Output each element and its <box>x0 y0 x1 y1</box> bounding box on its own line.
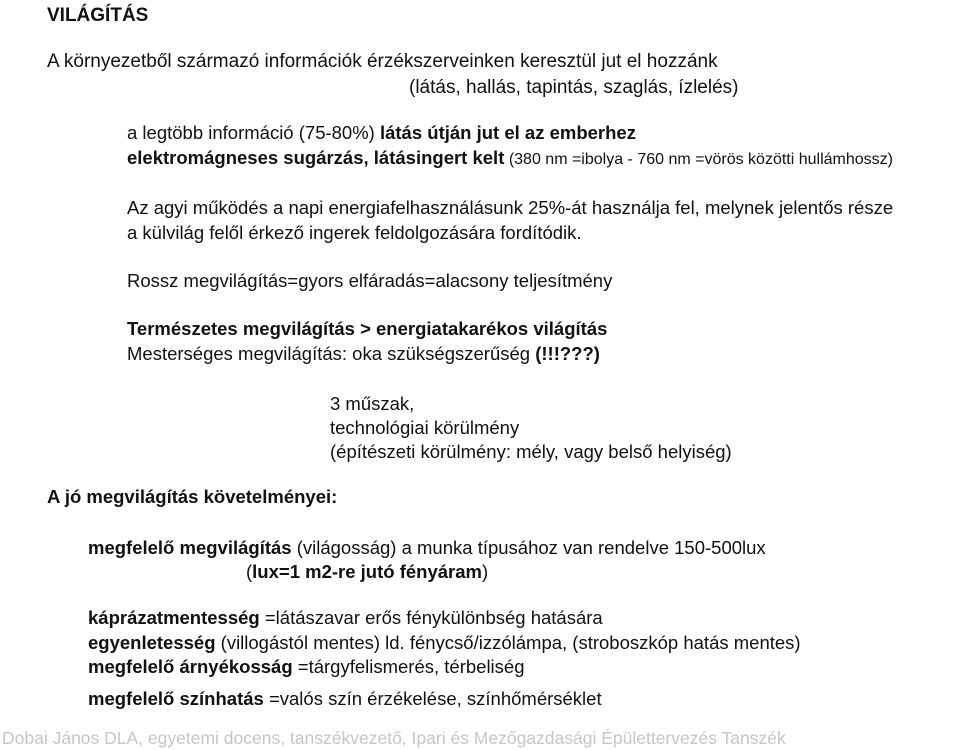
bad-lighting-text: Rossz megvilágítás=gyors elfáradás=alacsony teljesítmény <box>127 270 613 291</box>
requirement-illumination <box>88 539 766 558</box>
requirement-color-text: =valós szín érzékelése, színhőmérséklet <box>263 688 602 709</box>
requirement-evenness <box>88 634 801 653</box>
reason-architecture: (építészeti körülmény: mély, vagy belső helyiség) <box>330 441 732 462</box>
requirement-evenness-bold: egyenletesség <box>88 632 216 653</box>
page-title: VILÁGÍTÁS <box>47 5 149 26</box>
vision-line-1-bold: látás útján jut el az emberhez <box>379 122 636 143</box>
lux-definition-bold: lux=1 m2-re jutó fényáram <box>252 561 482 582</box>
requirement-shading <box>88 658 525 677</box>
requirement-glare <box>88 609 603 628</box>
brain-line-2: a külvilág felől érkező ingerek feldolgozására fordítódik. <box>127 222 582 243</box>
artificial-lighting-marks: (!!!???) <box>535 343 600 364</box>
vision-line-2 <box>127 149 893 168</box>
intro-line-1: A környezetből származó információk érzékszerveinken keresztül jut el hozzánk <box>47 51 718 72</box>
reason-technology: technológiai körülmény <box>330 417 520 438</box>
requirement-shading-text: =tárgyfelismerés, térbeliség <box>292 656 525 677</box>
reason-shifts: 3 műszak, <box>330 393 415 414</box>
requirement-glare-text: =látászavar erős fénykülönbség hatására <box>259 607 603 628</box>
requirement-illumination-text: (világosság) a munka típusához van rendelve 150-500lux <box>291 537 766 558</box>
vision-line-2-wavelength: (380 nm =ibolya - 760 nm =vörös közötti hullámhossz) <box>504 151 893 168</box>
requirement-illumination-bold: megfelelő megvilágítás <box>88 537 292 558</box>
requirement-shading-bold: megfelelő árnyékosság <box>88 656 293 677</box>
brain-line-1: Az agyi működés a napi energiafelhasználásunk 25%-át használja fel, melynek jelentős része <box>127 197 894 218</box>
requirement-lux-definition <box>246 563 488 582</box>
requirement-evenness-text: (villogástól mentes) ld. fénycső/izzólámpa, (stroboszkóp hatás mentes) <box>215 632 801 653</box>
lux-close-paren: ) <box>481 561 489 582</box>
requirement-color-bold: megfelelő színhatás <box>88 688 264 709</box>
intro-line-2: (látás, hallás, tapintás, szaglás, ízlelés) <box>409 77 739 98</box>
vision-line-1 <box>127 124 636 143</box>
artificial-lighting-label: Mesterséges megvilágítás: oka szükségszerűség <box>127 343 536 364</box>
vision-line-1-text: a legtöbb információ (75-80%) <box>127 122 380 143</box>
requirement-color-rendering <box>88 690 602 709</box>
lux-open-paren: ( <box>246 561 253 582</box>
vision-line-2-bold: elektromágneses sugárzás, látásingert kelt <box>127 147 505 168</box>
artificial-lighting-text <box>127 345 600 364</box>
requirement-glare-bold: káprázatmentesség <box>88 607 260 628</box>
footer-credit: Dobai János DLA, egyetemi docens, tanszékvezető, Ipari és Mezőgazdasági Épülettervezés Tanszék <box>2 728 786 748</box>
requirements-heading: A jó megvilágítás követelményei: <box>47 486 338 507</box>
natural-lighting-text: Természetes megvilágítás > energiatakarékos világítás <box>127 318 608 339</box>
